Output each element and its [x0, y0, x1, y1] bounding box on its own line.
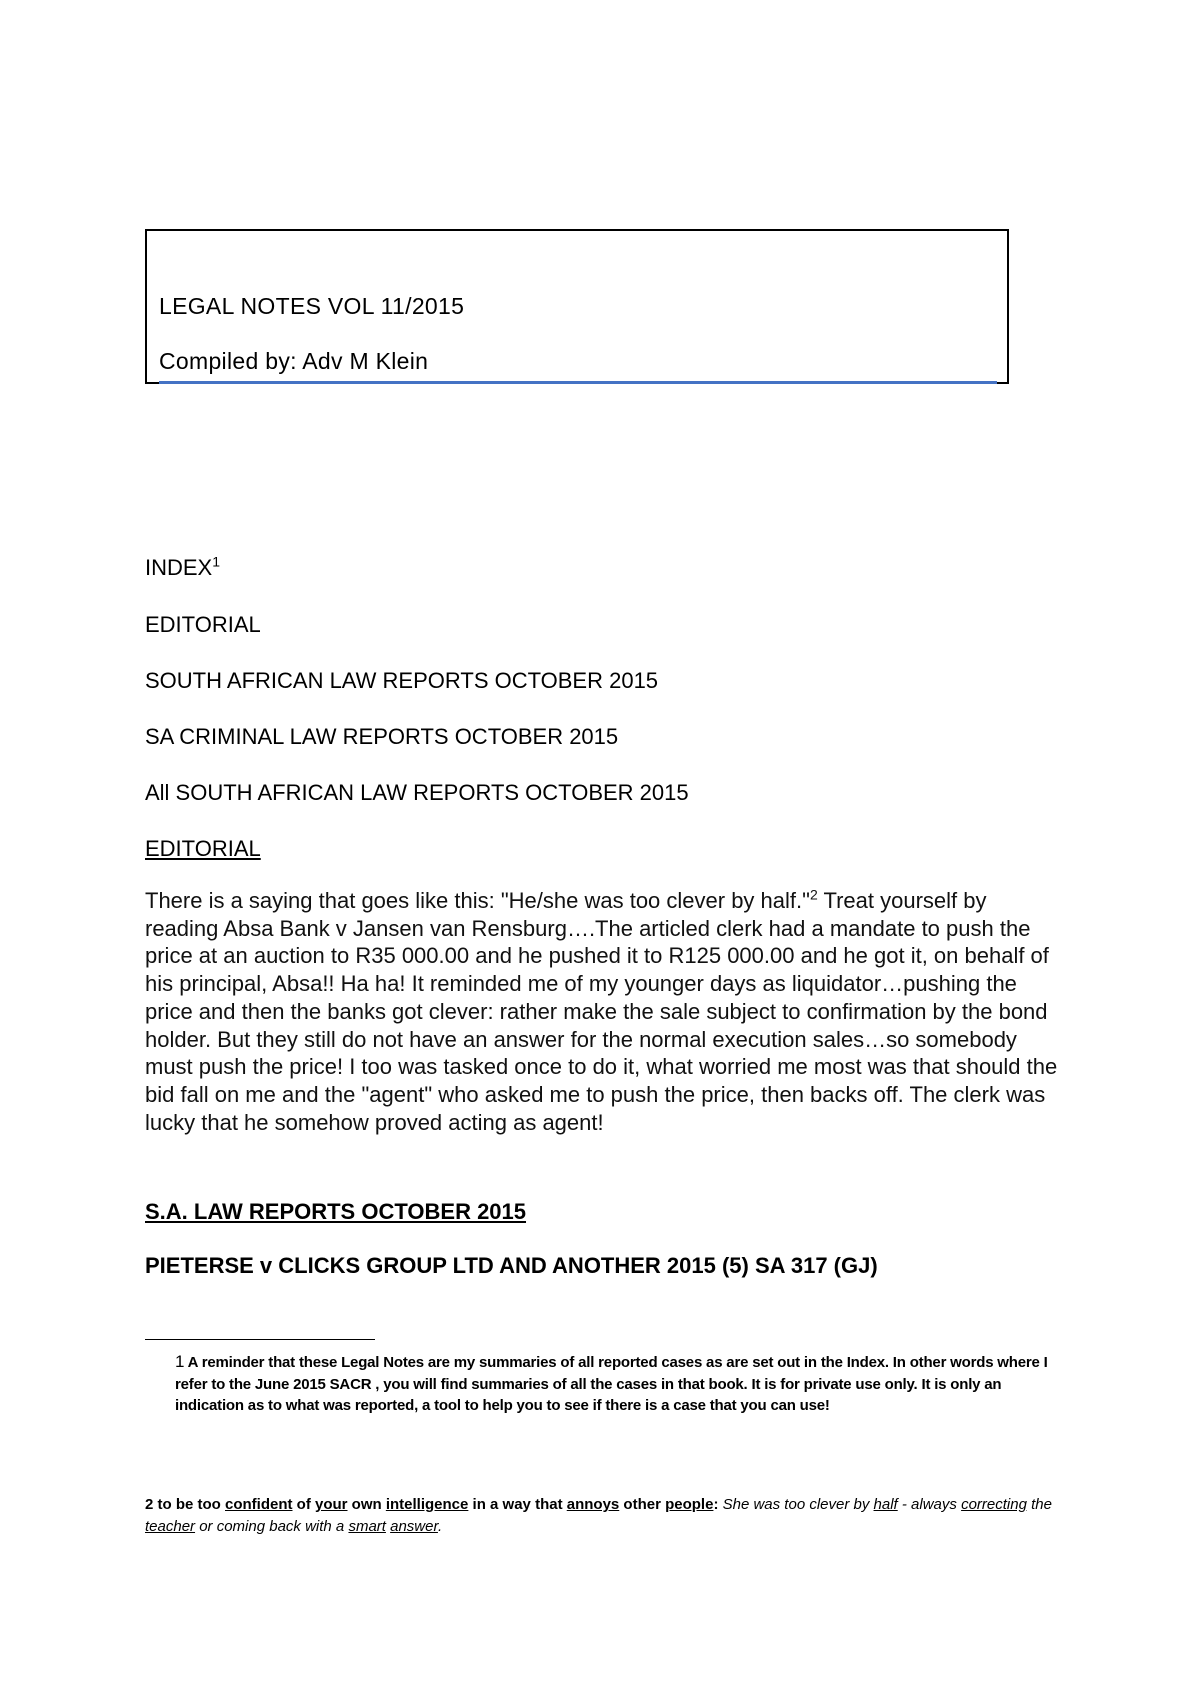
example-text: .	[437, 1518, 443, 1535]
editorial-paragraph	[145, 887, 1065, 1136]
title-box	[145, 229, 1009, 384]
title-underline	[159, 381, 997, 384]
footnote-1-text: A reminder that these Legal Notes are my summaries of all reported cases as are set out in the Index. In other words where I refer to the June 2015 SACR , you will find summaries of all the cases in that book. It is for private use only. It is only an indication as to what was reported, a tool to help you to see if there is a case that you can use!	[175, 1354, 1048, 1414]
example-link-half[interactable]: half	[873, 1496, 898, 1513]
compiled-by: Compiled by: Adv M Klein	[159, 348, 429, 374]
document-title: LEGAL NOTES VOL 11/2015	[159, 293, 465, 319]
example-link-correcting[interactable]: correcting	[961, 1496, 1027, 1513]
case-title: PIETERSE v CLICKS GROUP LTD AND ANOTHER 2015 (5) SA 317 (GJ)	[145, 1253, 878, 1278]
footnote-2	[145, 1494, 1065, 1538]
footnote-2-number: 2	[145, 1496, 154, 1513]
def-text: of	[292, 1496, 315, 1513]
editorial-text-rest: Treat yourself by reading Absa Bank v Jansen van Rensburg….The articled clerk had a mandate to push the price at an auction to R35 000.00 and he pushed it to R125 000.00 and he got it, on behalf of his principal, Absa!! Ha ha! It reminded me of my younger days as liquidator…pushing the price and then the banks got clever: rather make the sale subject to confirmation by the bond holder. But they still do not have an answer for the normal execution sales…so somebody must push the price! I too was tasked once to do it, what worried me most was that should the bid fall on me and the "agent" who asked me to push the price, then backs off. The clerk was lucky that he somehow proved acting as agent!	[145, 888, 1058, 1135]
def-link-confident[interactable]: confident	[225, 1496, 293, 1513]
def-text: to be too	[153, 1496, 225, 1513]
def-link-intelligence[interactable]: intelligence	[385, 1496, 469, 1513]
footnote-ref-2[interactable]: 2	[809, 886, 818, 903]
def-text: own	[347, 1496, 386, 1513]
def-text: :	[713, 1496, 723, 1513]
def-link-your[interactable]: your	[315, 1496, 348, 1513]
index-item-editorial[interactable]: EDITORIAL	[145, 612, 261, 637]
footnote-ref-1[interactable]: 1	[212, 553, 221, 570]
sa-law-reports-heading: S.A. LAW REPORTS OCTOBER 2015	[145, 1199, 527, 1224]
editorial-text-start: There is a saying that goes like this: "He/she was too clever by half."	[145, 888, 810, 913]
footnote-2-definition	[153, 1496, 722, 1513]
example-text: or coming back with a	[195, 1518, 349, 1535]
example-link-teacher[interactable]: teacher	[145, 1518, 196, 1535]
footnote-1	[175, 1351, 1055, 1417]
example-text: She was too clever by	[722, 1496, 874, 1513]
example-link-smart[interactable]: smart	[348, 1518, 386, 1535]
index-item-all-sa-law-reports[interactable]: All SOUTH AFRICAN LAW REPORTS OCTOBER 2015	[145, 780, 689, 805]
footnote-separator	[145, 1339, 375, 1340]
editorial-heading: EDITORIAL	[145, 836, 261, 861]
index-heading	[145, 555, 220, 581]
index-heading-text: INDEX	[145, 555, 213, 580]
example-text: - always	[897, 1496, 962, 1513]
index-item-sa-criminal-law-reports[interactable]: SA CRIMINAL LAW REPORTS OCTOBER 2015	[145, 724, 619, 749]
example-link-answer[interactable]: answer	[390, 1518, 438, 1535]
index-item-sa-law-reports[interactable]: SOUTH AFRICAN LAW REPORTS OCTOBER 2015	[145, 668, 659, 693]
def-text: in a way that	[468, 1496, 567, 1513]
example-text: the	[1026, 1496, 1052, 1513]
def-link-annoys[interactable]: annoys	[566, 1496, 620, 1513]
footnote-1-number: 1	[175, 1352, 185, 1371]
def-text: other	[619, 1496, 666, 1513]
def-link-people[interactable]: people	[665, 1496, 714, 1513]
